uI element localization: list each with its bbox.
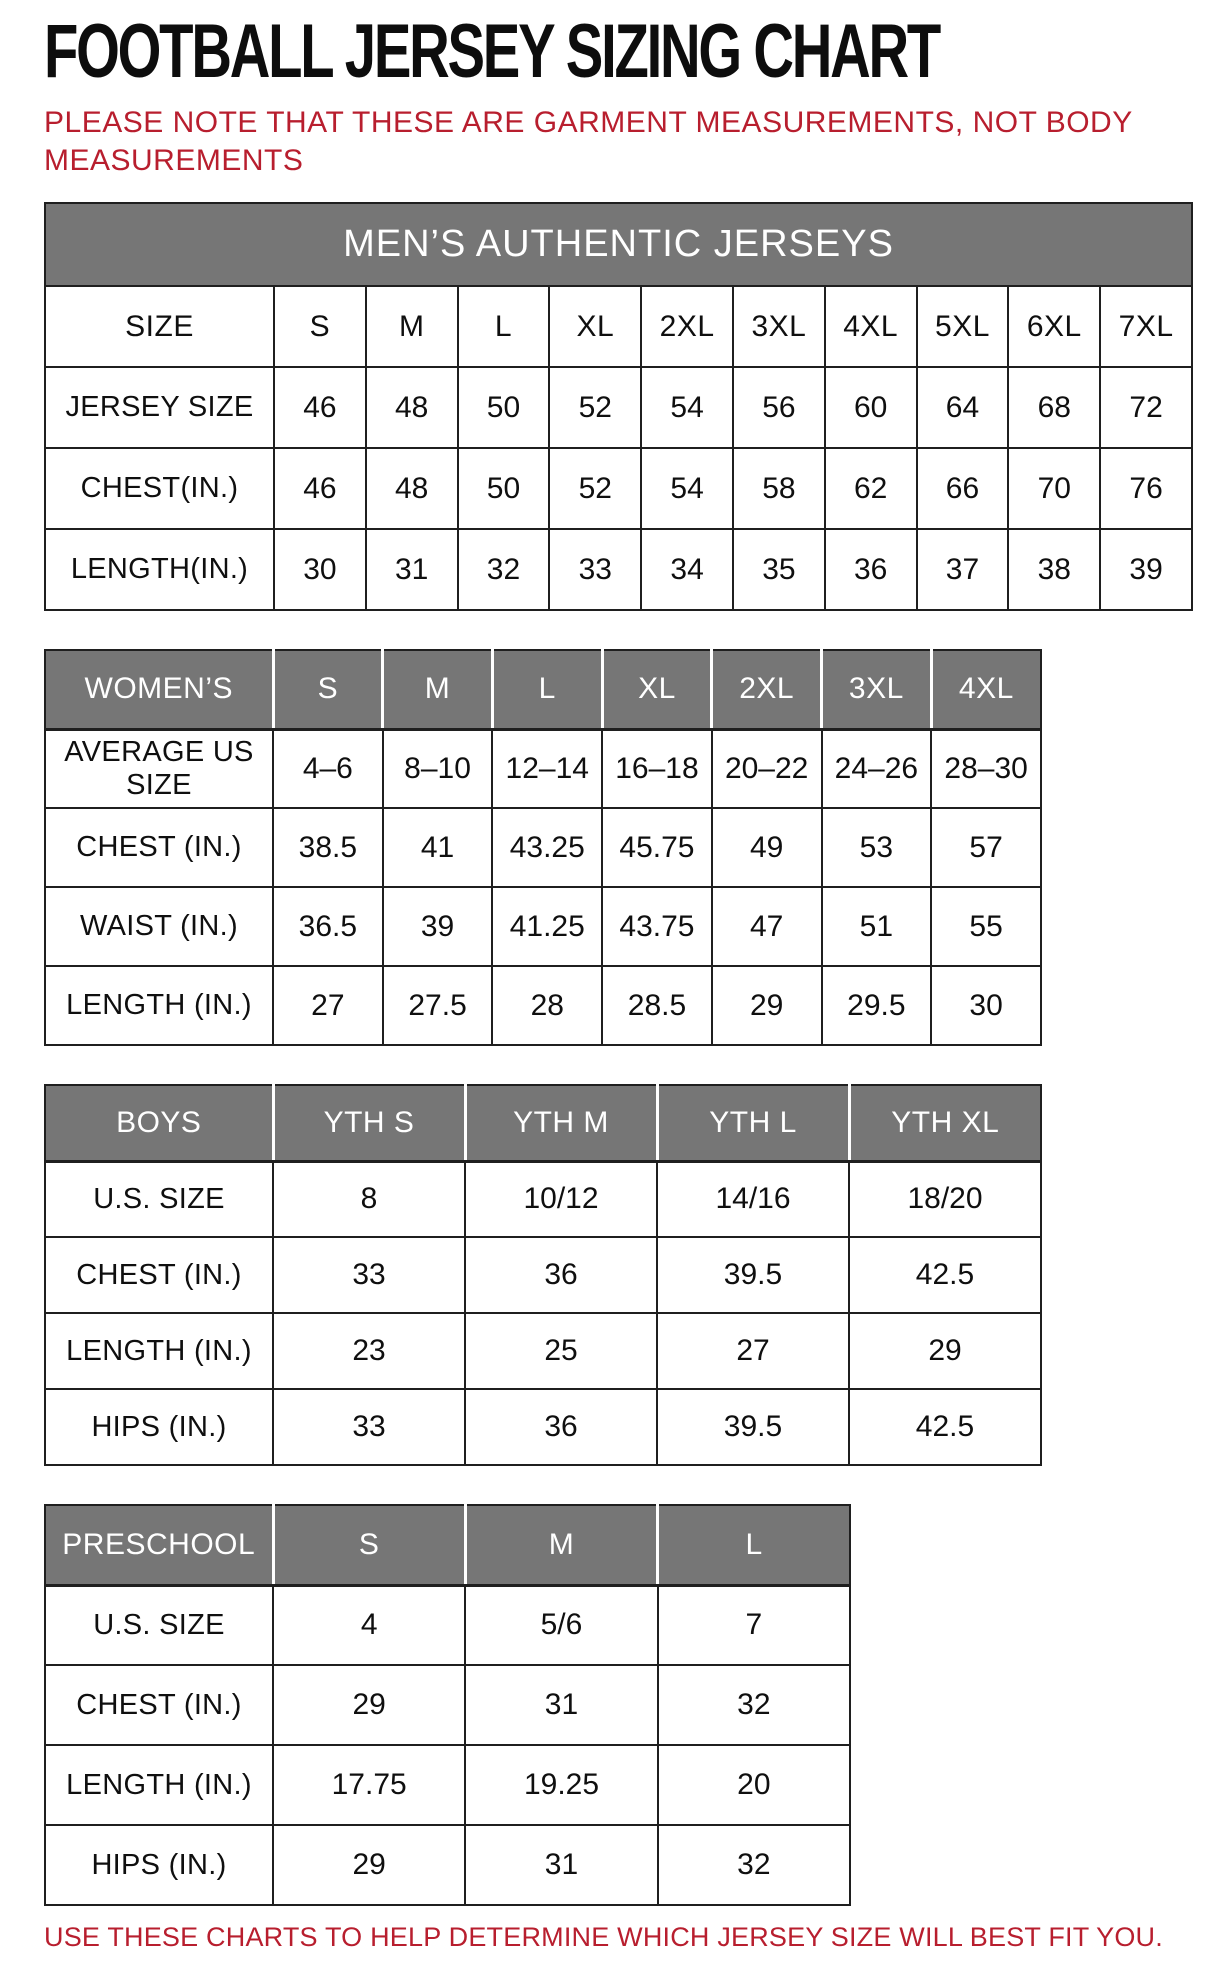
table-cell: 47 <box>712 887 822 966</box>
table-row <box>45 887 1041 966</box>
table-cell: 27 <box>273 966 383 1045</box>
table-cell: 4 <box>273 1585 465 1665</box>
table-cell: 55 <box>931 887 1041 966</box>
table-cell: 38 <box>1008 529 1100 610</box>
table-cell: 33 <box>273 1389 465 1465</box>
row-label: LENGTH (IN.) <box>45 1313 273 1389</box>
header-row <box>45 1085 1041 1161</box>
table-cell: 41 <box>383 808 493 887</box>
column-header: 6XL <box>1008 286 1100 367</box>
table-cell: 38.5 <box>273 808 383 887</box>
table-cell: 23 <box>273 1313 465 1389</box>
table-cell: 29 <box>849 1313 1041 1389</box>
table-cell: 50 <box>458 448 550 529</box>
table-cell: 36 <box>465 1237 657 1313</box>
table-row <box>45 808 1041 887</box>
table-cell: 76 <box>1100 448 1192 529</box>
boys-jerseys-table <box>44 1084 1042 1466</box>
mens-authentic-jerseys-table <box>44 285 1193 611</box>
table-cell: 32 <box>658 1665 850 1745</box>
column-header: S <box>273 1505 465 1585</box>
table-row <box>45 1161 1041 1237</box>
column-header: L <box>492 650 602 729</box>
table-cell: 66 <box>917 448 1009 529</box>
table-cell: 39.5 <box>657 1237 849 1313</box>
table-cell: 37 <box>917 529 1009 610</box>
row-label: HIPS (IN.) <box>45 1389 273 1465</box>
column-header: 3XL <box>822 650 932 729</box>
column-header: 2XL <box>641 286 733 367</box>
row-label: JERSEY SIZE <box>45 367 274 448</box>
table-cell: 45.75 <box>602 808 712 887</box>
table-cell: 46 <box>274 448 366 529</box>
column-header: 4XL <box>931 650 1041 729</box>
table-cell: 33 <box>273 1237 465 1313</box>
table-cell: 29.5 <box>822 966 932 1045</box>
table-cell: 49 <box>712 808 822 887</box>
column-header: 4XL <box>825 286 917 367</box>
table-cell: 42.5 <box>849 1237 1041 1313</box>
row-label: AVERAGE US SIZE <box>45 729 273 808</box>
column-header: 2XL <box>712 650 822 729</box>
table-cell: 29 <box>273 1665 465 1745</box>
table-cell: 27 <box>657 1313 849 1389</box>
table-cell: 43.25 <box>492 808 602 887</box>
table-cell: 24–26 <box>822 729 932 808</box>
table-cell: 50 <box>458 367 550 448</box>
table-cell: 10/12 <box>465 1161 657 1237</box>
table-cell: 28–30 <box>931 729 1041 808</box>
column-header: YTH M <box>465 1085 657 1161</box>
table-cell: 53 <box>822 808 932 887</box>
table-row <box>45 367 1192 448</box>
column-header: 7XL <box>1100 286 1192 367</box>
table-cell: 5/6 <box>465 1585 657 1665</box>
row-label: LENGTH(IN.) <box>45 529 274 610</box>
table-row <box>45 1237 1041 1313</box>
column-header: XL <box>602 650 712 729</box>
column-header: 5XL <box>917 286 1009 367</box>
table-cell: 4–6 <box>273 729 383 808</box>
table-cell: 36.5 <box>273 887 383 966</box>
table-cell: 20–22 <box>712 729 822 808</box>
table-cell: 32 <box>658 1825 850 1905</box>
column-header: L <box>458 286 550 367</box>
table-cell: 20 <box>658 1745 850 1825</box>
table-cell: 19.25 <box>465 1745 657 1825</box>
table-cell: 70 <box>1008 448 1100 529</box>
header-row <box>45 286 1192 367</box>
table-cell: 17.75 <box>273 1745 465 1825</box>
column-header: 3XL <box>733 286 825 367</box>
table-row <box>45 1313 1041 1389</box>
table-title-cell: PRESCHOOL <box>45 1505 273 1585</box>
column-header: S <box>273 650 383 729</box>
page-title-text: FOOTBALL JERSEY SIZING CHART <box>44 9 940 94</box>
table-cell: 43.75 <box>602 887 712 966</box>
preschool-jerseys-table <box>44 1504 851 1906</box>
table-cell: 64 <box>917 367 1009 448</box>
row-label: U.S. SIZE <box>45 1161 273 1237</box>
table-row <box>45 1825 850 1905</box>
table-cell: 28.5 <box>602 966 712 1045</box>
table-row <box>45 1389 1041 1465</box>
row-label: LENGTH (IN.) <box>45 966 273 1045</box>
table-cell: 62 <box>825 448 917 529</box>
table-cell: 42.5 <box>849 1389 1041 1465</box>
table-cell: 31 <box>465 1825 657 1905</box>
table-cell: 12–14 <box>492 729 602 808</box>
row-label: U.S. SIZE <box>45 1585 273 1665</box>
table-cell: 34 <box>641 529 733 610</box>
column-header: XL <box>549 286 641 367</box>
table-cell: 27.5 <box>383 966 493 1045</box>
table-row <box>45 1665 850 1745</box>
column-header: L <box>658 1505 850 1585</box>
table-row <box>45 1585 850 1665</box>
table-cell: 60 <box>825 367 917 448</box>
table-cell: 36 <box>825 529 917 610</box>
row-label: HIPS (IN.) <box>45 1825 273 1905</box>
table-row <box>45 448 1192 529</box>
table-cell: 72 <box>1100 367 1192 448</box>
table-cell: 33 <box>549 529 641 610</box>
table-cell: 36 <box>465 1389 657 1465</box>
row-label: CHEST (IN.) <box>45 1237 273 1313</box>
column-header: YTH S <box>273 1085 465 1161</box>
table-cell: 54 <box>641 448 733 529</box>
table-cell: 39 <box>383 887 493 966</box>
row-label: CHEST (IN.) <box>45 1665 273 1745</box>
row-label: CHEST(IN.) <box>45 448 274 529</box>
table-cell: 25 <box>465 1313 657 1389</box>
table-cell: 56 <box>733 367 825 448</box>
column-header: S <box>274 286 366 367</box>
table-cell: 18/20 <box>849 1161 1041 1237</box>
table-cell: 31 <box>465 1665 657 1745</box>
table-row <box>45 966 1041 1045</box>
column-header: YTH XL <box>849 1085 1041 1161</box>
table-cell: 48 <box>366 367 458 448</box>
table-cell: 41.25 <box>492 887 602 966</box>
table-cell: 52 <box>549 367 641 448</box>
table-cell: 14/16 <box>657 1161 849 1237</box>
table-cell: 8 <box>273 1161 465 1237</box>
row-label: LENGTH (IN.) <box>45 1745 273 1825</box>
table-cell: 39 <box>1100 529 1192 610</box>
row-label: CHEST (IN.) <box>45 808 273 887</box>
garment-measurement-note: PLEASE NOTE THAT THESE ARE GARMENT MEASUREMENTS, NOT BODY MEASUREMENTS <box>44 106 1133 177</box>
table-row <box>45 1745 850 1825</box>
column-header: M <box>383 650 493 729</box>
table-title-cell: SIZE <box>45 286 274 367</box>
table-title-cell: BOYS <box>45 1085 273 1161</box>
column-header: M <box>465 1505 657 1585</box>
table-cell: 29 <box>712 966 822 1045</box>
table-cell: 54 <box>641 367 733 448</box>
mens-table-banner: MEN’S AUTHENTIC JERSEYS <box>44 202 1193 285</box>
table-cell: 32 <box>458 529 550 610</box>
row-label: WAIST (IN.) <box>45 887 273 966</box>
column-header: YTH L <box>657 1085 849 1161</box>
table-cell: 35 <box>733 529 825 610</box>
table-title-cell: WOMEN’S <box>45 650 273 729</box>
table-cell: 7 <box>658 1585 850 1665</box>
page-title <box>44 9 1220 94</box>
table-cell: 28 <box>492 966 602 1045</box>
table-row <box>45 529 1192 610</box>
column-header: M <box>366 286 458 367</box>
table-cell: 57 <box>931 808 1041 887</box>
table-cell: 29 <box>273 1825 465 1905</box>
table-cell: 16–18 <box>602 729 712 808</box>
womens-jerseys-table <box>44 649 1042 1046</box>
table-cell: 51 <box>822 887 932 966</box>
table-cell: 68 <box>1008 367 1100 448</box>
table-cell: 30 <box>274 529 366 610</box>
table-row <box>45 729 1041 808</box>
table-cell: 39.5 <box>657 1389 849 1465</box>
table-cell: 52 <box>549 448 641 529</box>
table-cell: 58 <box>733 448 825 529</box>
table-cell: 30 <box>931 966 1041 1045</box>
table-cell: 31 <box>366 529 458 610</box>
header-row <box>45 1505 850 1585</box>
table-cell: 46 <box>274 367 366 448</box>
table-cell: 48 <box>366 448 458 529</box>
footer-note: USE THESE CHARTS TO HELP DETERMINE WHICH JERSEY SIZE WILL BEST FIT YOU. <box>44 1922 1163 1952</box>
table-cell: 8–10 <box>383 729 493 808</box>
header-row <box>45 650 1041 729</box>
